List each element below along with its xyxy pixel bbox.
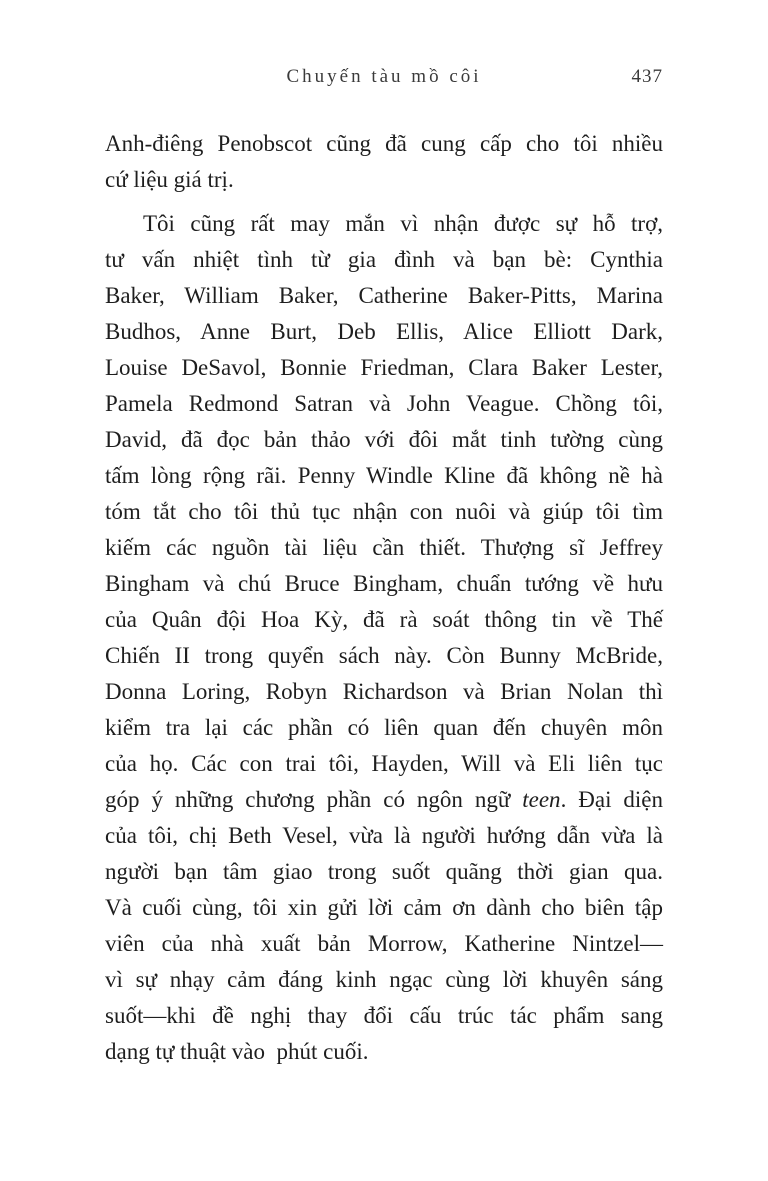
text-line: Baker, William Baker, Catherine Baker-Pitts, Marina [105, 283, 663, 308]
text-line: kiểm tra lại các phần có liên quan đến chuyên môn [105, 715, 663, 740]
running-head [105, 66, 663, 92]
text-line: dạng tự thuật vào phút cuối. [105, 1039, 369, 1064]
text-line: Louise DeSavol, Bonnie Friedman, Clara Baker Lester, [105, 355, 663, 380]
text-line: của họ. Các con trai tôi, Hayden, Will và Eli liên tục [105, 751, 663, 776]
running-title: Chuyến tàu mồ côi [286, 66, 482, 87]
text-line: vì sự nhạy cảm đáng kinh ngạc cùng lời khuyên sáng [105, 967, 663, 992]
text-line: Pamela Redmond Satran và John Veague. Chồng tôi, [105, 391, 663, 416]
text-line: kiếm các nguồn tài liệu cần thiết. Thượng sĩ Jeffrey [105, 535, 663, 560]
text-line: Bingham và chú Bruce Bingham, chuẩn tướng về hưu [105, 571, 663, 596]
text-line: viên của nhà xuất bản Morrow, Katherine Nintzel— [105, 931, 663, 956]
text-line: của Quân đội Hoa Kỳ, đã rà soát thông tin về Thế [105, 607, 663, 632]
text-line: tư vấn nhiệt tình từ gia đình và bạn bè: Cynthia [105, 247, 663, 272]
text-line: Donna Loring, Robyn Richardson và Brian Nolan thì [105, 679, 663, 704]
body-text [105, 126, 663, 1070]
text-segment: góp ý những chương phần có ngôn ngữ [105, 787, 523, 812]
text-line: tóm tắt cho tôi thủ tục nhận con nuôi và giúp tôi tìm [105, 499, 663, 524]
text-line: cứ liệu giá trị. [105, 167, 234, 192]
text-line: Anh-điêng Penobscot cũng đã cung cấp cho tôi nhiều [105, 131, 663, 156]
page-number: 437 [631, 66, 663, 87]
text-line: David, đã đọc bản thảo với đôi mắt tinh tường cùng [105, 427, 663, 452]
text-line: Và cuối cùng, tôi xin gửi lời cảm ơn dành cho biên tập [105, 895, 663, 920]
text-line [105, 782, 663, 818]
text-segment: . Đại diện [560, 787, 664, 812]
text-line: suốt—khi đề nghị thay đổi cấu trúc tác phẩm sang [105, 1003, 663, 1028]
text-line: Budhos, Anne Burt, Deb Ellis, Alice Elliott Dark, [105, 319, 663, 344]
text-line: của tôi, chị Beth Vesel, vừa là người hướng dẫn vừa là [105, 823, 663, 848]
text-line: Chiến II trong quyển sách này. Còn Bunny McBride, [105, 643, 663, 668]
text-line: Tôi cũng rất may mắn vì nhận được sự hỗ trợ, [143, 211, 663, 236]
italic-word: teen [522, 787, 561, 812]
text-line: tấm lòng rộng rãi. Penny Windle Kline đã không nề hà [105, 463, 663, 488]
text-line: người bạn tâm giao trong suốt quãng thời gian qua. [105, 859, 663, 884]
